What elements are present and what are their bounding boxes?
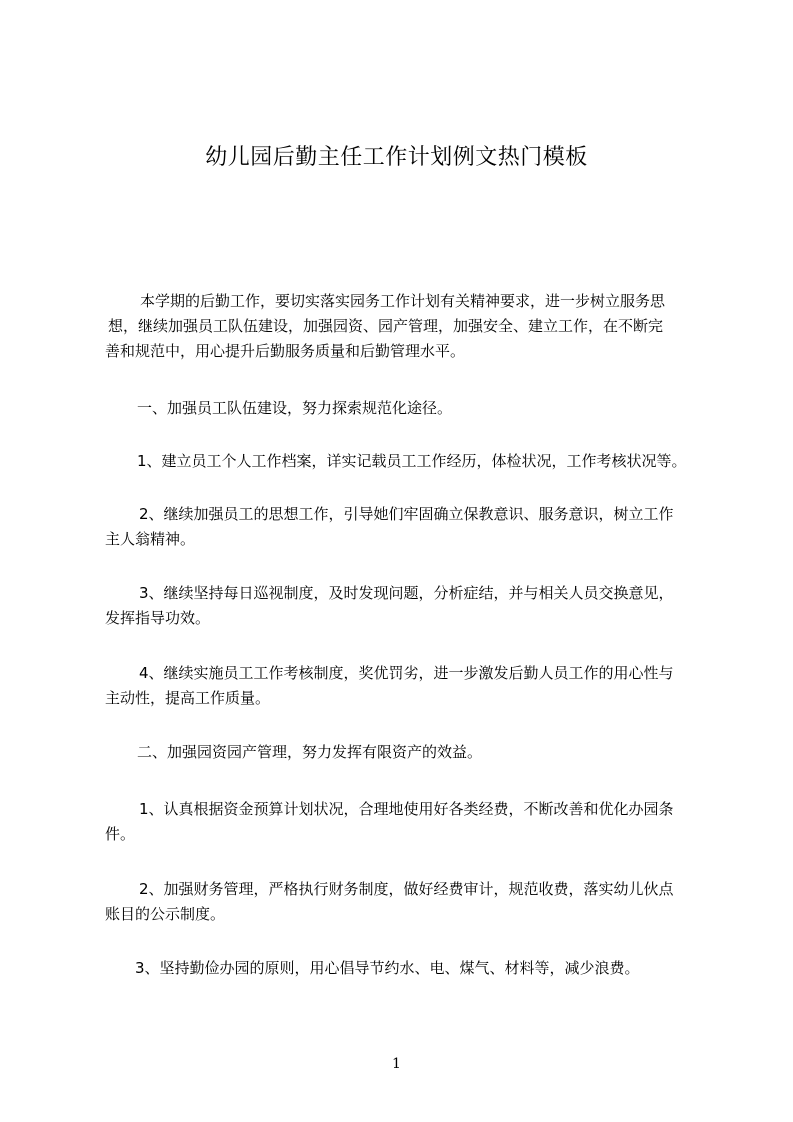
section2-heading-text: 二、加强园资园产管理，努力发挥有限资产的效益。 — [137, 743, 483, 761]
intro-line-2: 想，继续加强员工队伍建设，加强园资、园产管理，加强安全、建立工作，在不断完 — [108, 317, 664, 335]
section2-item-2-line-2: 账目的公示制度。 — [105, 905, 226, 923]
section1-item-3-line-1: 3、继续坚持每日巡视制度，及时发现问题，分析症结，并与相关人员交换意见， — [139, 584, 674, 602]
section2-item-2-line-1: 2、加强财务管理，严格执行财务制度，做好经费审计，规范收费，落实幼儿伙点 — [139, 880, 674, 898]
section2-item-3-line-1: 3、坚持勤俭办园的原则，用心倡导节约水、电、煤气、材料等，减少浪费。 — [135, 959, 640, 977]
section2-item-2 — [105, 877, 713, 927]
section1-item-2-line-2: 主人翁精神。 — [105, 530, 196, 548]
section1-item-2 — [105, 502, 713, 552]
section1-item-3 — [105, 581, 713, 631]
section2-item-1 — [105, 797, 713, 847]
page-number: 1 — [392, 1056, 401, 1072]
section1-item-4 — [105, 661, 713, 711]
intro-line-3: 善和规范中，用心提升后勤服务质量和后勤管理水平。 — [105, 342, 466, 360]
section1-heading — [105, 396, 713, 421]
section2-item-3 — [105, 956, 713, 981]
section1-item-4-line-1: 4、继续实施员工工作考核制度，奖优罚劣，进一步激发后勤人员工作的用心性与 — [139, 664, 674, 682]
document-title: 幼儿园后勤主任工作计划例文热门模板 — [205, 145, 588, 170]
section2-item-1-line-2: 件。 — [105, 825, 136, 843]
intro-line-1: 本学期的后勤工作，要切实落实园务工作计划有关精神要求，进一步树立服务思 — [140, 292, 666, 310]
section1-item-1 — [105, 449, 713, 474]
section1-item-2-line-1: 2、继续加强员工的思想工作，引导她们牢固确立保教意识、服务意识，树立工作 — [139, 505, 674, 523]
section2-item-1-line-1: 1、认真根据资金预算计划状况，合理地使用好各类经费，不断改善和优化办园条 — [139, 800, 674, 818]
section1-item-3-line-2: 发挥指导功效。 — [105, 609, 211, 627]
section2-heading — [105, 740, 713, 765]
intro-paragraph — [105, 289, 713, 364]
section1-item-1-line-1: 1、建立员工个人工作档案，详实记载员工工作经历，体检状况，工作考核状况等。 — [137, 452, 687, 470]
section1-item-4-line-2: 主动性，提高工作质量。 — [105, 689, 271, 707]
section1-heading-text: 一、加强员工队伍建设，努力探索规范化途径。 — [137, 399, 453, 417]
